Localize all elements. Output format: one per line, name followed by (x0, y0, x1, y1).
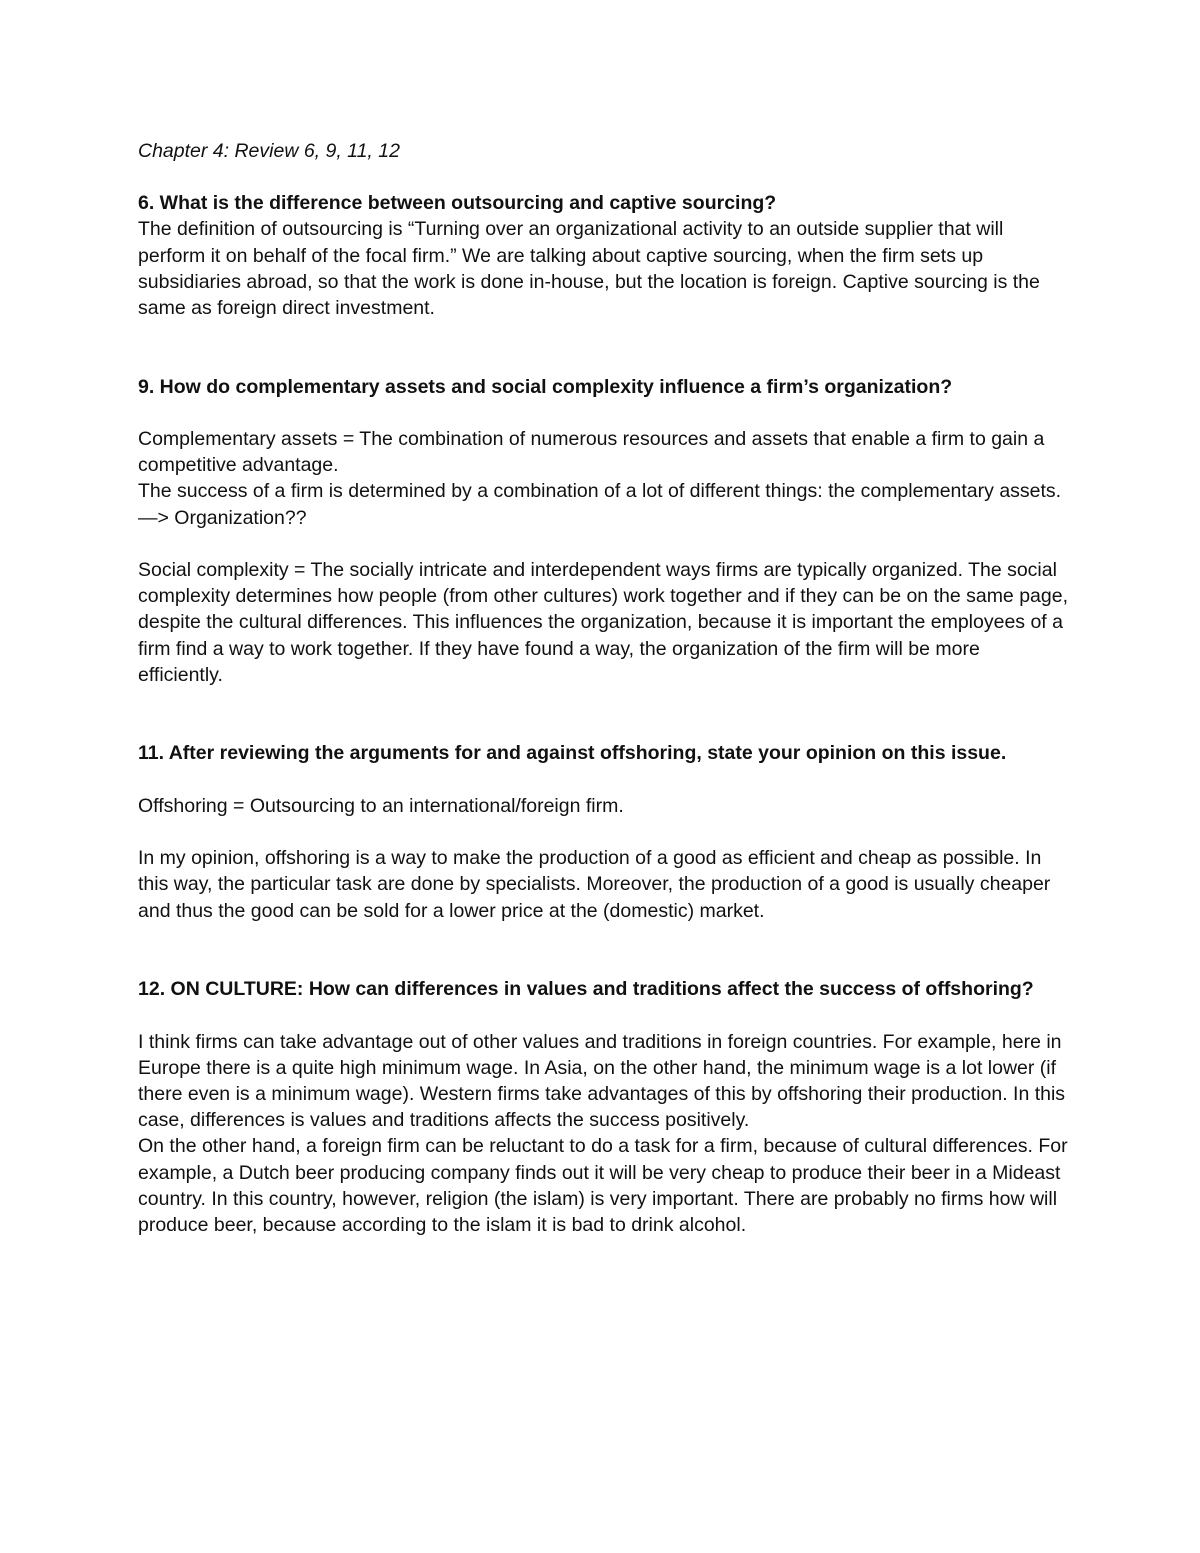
answer-11-paragraph-2: In my opinion, offshoring is a way to make the production of a good as efficient and cheap as possible. In this way, the particular task are done by specialists. Moreover, the production of a good is usually cheaper and thus the good can be sold for a lower price at the (domestic) market. (138, 847, 1051, 922)
answer-12-paragraph-2: On the other hand, a foreign firm can be reluctant to do a task for a firm, because of cultural differences. For example, a Dutch beer producing company finds out it will be very cheap to produce their beer in a Mideast country. In this country, however, religion (the islam) is very important. There are probably no firms how will produce beer, because according to the islam it is bad to drink alcohol. (138, 1135, 1068, 1236)
answer-12-paragraph-1: I think firms can take advantage out of other values and traditions in foreign countries. For example, here in Europe there is a quite high minimum wage. In Asia, on the other hand, the minimum wage is a lot lower (if there even is a minimum wage). Western firms take advantages of this by offshoring their production. In this case, differences is values and traditions affects the success positively. (138, 1030, 1066, 1132)
section-question-12 (138, 976, 1068, 1238)
answer-9-paragraph-1: Complementary assets = The combination of numerous resources and assets that enable a firm to gain a competitive advantage. (138, 428, 1045, 477)
answer-6-paragraph-1: The definition of outsourcing is “Turning over an organizational activity to an outside supplier that will perform it on behalf of the focal firm.” We are talking about captive sourcing, when the firm sets up subsidiaries abroad, so that the work is done in-house, but the location is foreign. Captive sourcing is the same as foreign direct investment. (138, 218, 1040, 320)
section-question-6 (138, 190, 1068, 321)
answer-9-paragraph-2: The success of a firm is determined by a combination of a lot of different things: the complementary assets. —> Organization?? (138, 480, 1062, 529)
question-6-heading: 6. What is the difference between outsourcing and captive sourcing? (138, 192, 777, 215)
question-11-heading: 11. After reviewing the arguments for and against offshoring, state your opinion on this issue. (138, 742, 1007, 765)
question-9-heading: 9. How do complementary assets and social complexity influence a firm’s organization? (138, 375, 953, 398)
answer-11-paragraph-1: Offshoring = Outsourcing to an international/foreign firm. (138, 794, 624, 817)
document-page (138, 138, 1068, 1238)
question-12-heading: 12. ON CULTURE: How can differences in values and traditions affect the success of offshoring? (138, 978, 1034, 1001)
document-title: Chapter 4: Review 6, 9, 11, 12 (138, 140, 400, 162)
section-question-11 (138, 740, 1068, 923)
answer-9-paragraph-3: Social complexity = The socially intricate and interdependent ways firms are typically organized. The social complexity determines how people (from other cultures) work together and if they can be on the same page, despite the cultural differences. This influences the organization, because it is important the employees of a firm find a way to work together. If they have found a way, the organization of the firm will be more efficiently. (138, 559, 1068, 686)
section-question-9 (138, 374, 1068, 688)
